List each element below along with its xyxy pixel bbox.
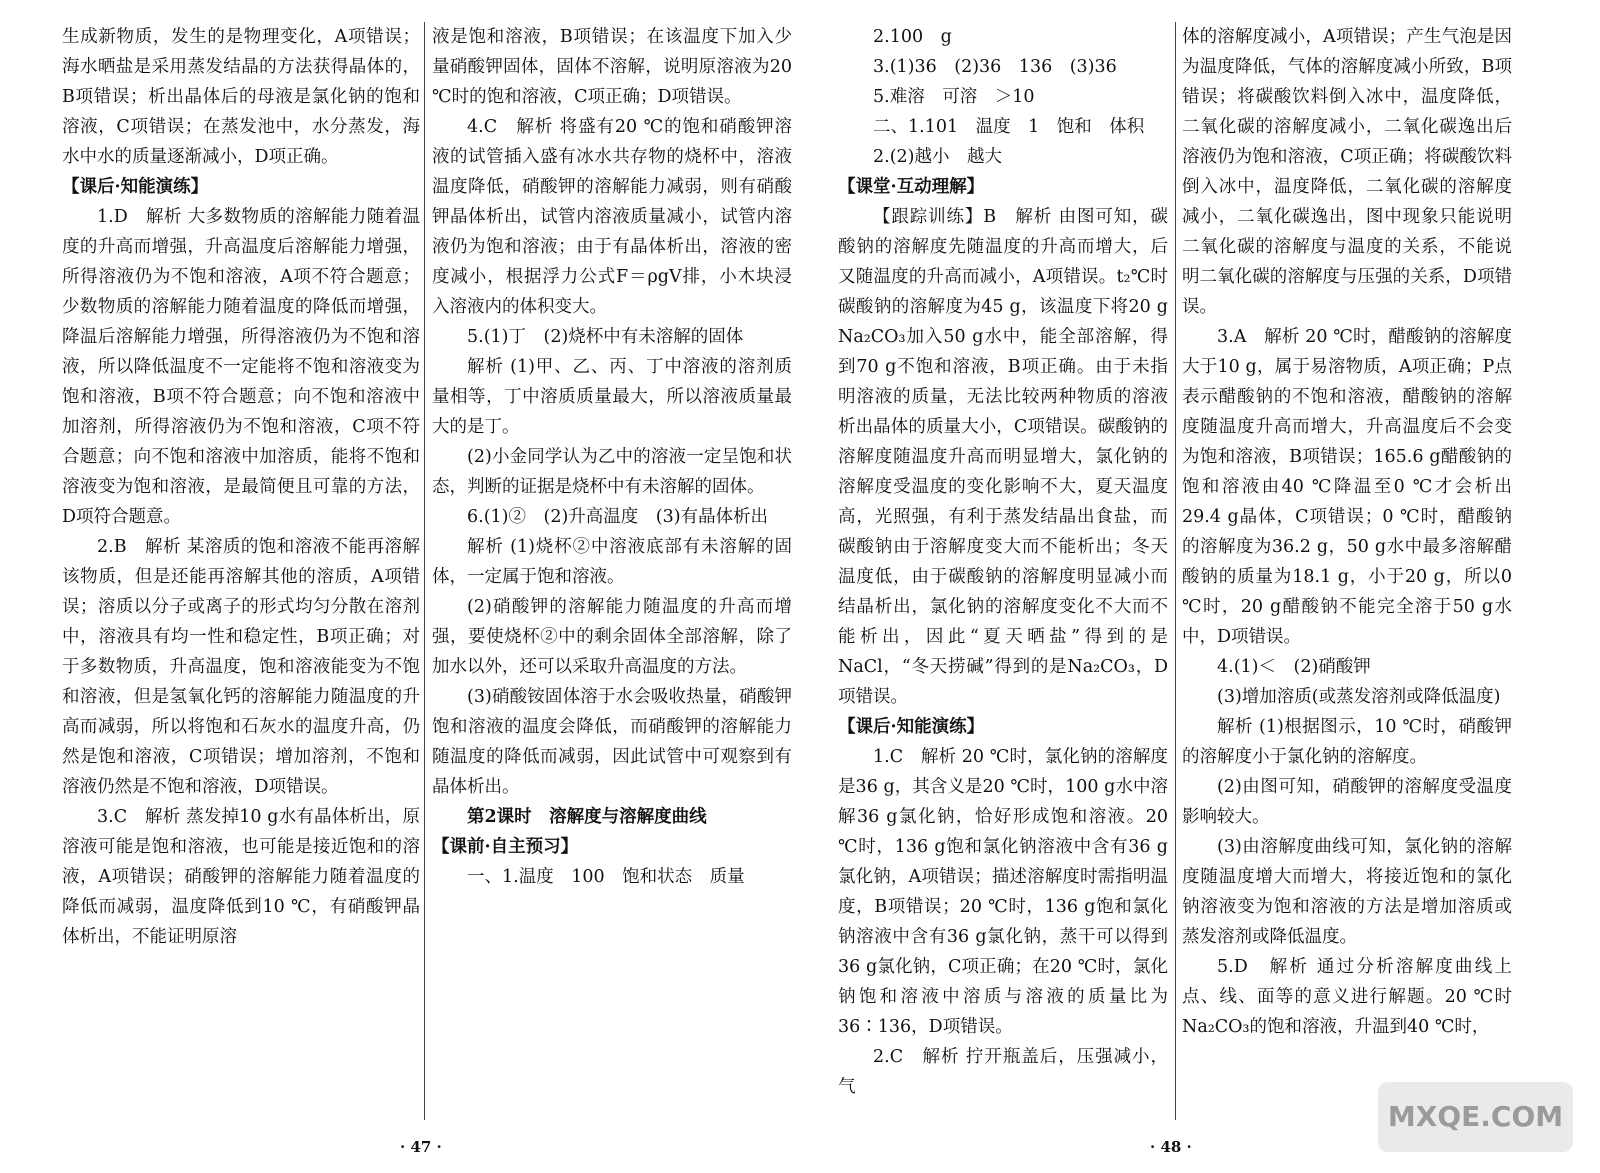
text-paragraph: 【课前·自主预习】 [432, 837, 579, 857]
text-paragraph: (2)小金同学认为乙中的溶液一定呈饱和状态，判断的证据是烧杯中有未溶解的固体。 [432, 447, 792, 497]
text-paragraph: 解析 (1)甲、乙、丙、丁中溶液的溶剂质量相等，丁中溶质质量最大，所以溶液质量最大的是丁。 [432, 357, 792, 437]
text-paragraph: 第2课时 溶解度与溶解度曲线 [467, 807, 707, 827]
text-paragraph: 3.A 解析 20 ℃时，醋酸钠的溶解度大于10 g，属于易溶物质，A项正确；P点表示醋酸钠的不饱和溶液，醋酸钠的溶解度随温度升高而增大，升高温度后不会变为饱和溶液，B项错误；165.6 g醋酸钠的饱和溶液由40 ℃降温至0 ℃才会析出29.4 g晶体，C项错误；0 ℃时，醋酸钠的溶解度为36.2 g，50 g水中最多溶解醋酸钠的质量为18.1 g，小于20 g，所以0 ℃时，20 g醋酸钠不能完全溶于50 g水中，D项错误。 [1182, 327, 1512, 647]
text-paragraph: 二、1.101 温度 1 饱和 体积 [873, 117, 1145, 137]
text-paragraph: 4.(1)＜ (2)硝酸钾 [1217, 657, 1371, 677]
text-paragraph: 体的溶解度减小，A项错误；产生气泡是因为温度降低，气体的溶解度减小所致，B项错误；将碳酸饮料倒入冰中，温度降低，二氧化碳的溶解度减小，二氧化碳逸出后溶液仍为饱和溶液，C项正确；将碳酸饮料倒入冰中，温度降低，二氧化碳的溶解度减小，二氧化碳逸出，图中现象只能说明二氧化碳的溶解度与温度的关系，不能说明二氧化碳的溶解度与压强的关系，D项错误。 [1182, 27, 1512, 317]
page-number-left: · 47 · [400, 1138, 442, 1156]
text-paragraph: 1.C 解析 20 ℃时，氯化钠的溶解度是36 g，其含义是20 ℃时，100 g水中溶解36 g氯化钠，恰好形成饱和溶液。20 ℃时，136 g饱和氯化钠溶液中含有36 g氯化钠，A项错误；描述溶解度时需指明温度，B项错误；20 ℃时，136 g饱和氯化钠溶液中含有36 g氯化钠，蒸干可以得到36 g氯化钠，C项正确；在20 ℃时，氯化钠饱和溶液中溶质与溶液的质量比为36∶136，D项错误。 [838, 747, 1168, 1037]
column-divider [1175, 22, 1176, 1120]
left-page-column-2 [432, 22, 792, 1132]
page-number-right: · 48 · [1150, 1138, 1192, 1156]
text-paragraph: 4.C 解析 将盛有20 ℃的饱和硝酸钾溶液的试管插入盛有冰水共存物的烧杯中，溶液温度降低，硝酸钾的溶解能力减弱，则有硝酸钾晶体析出，试管内溶液质量减小，试管内溶液仍为饱和溶液；由于有晶体析出，溶液的密度减小，根据浮力公式F＝ρgV排，小木块浸入溶液内的体积变大。 [432, 117, 792, 317]
text-paragraph: 2.C 解析 拧开瓶盖后，压强减小，气 [838, 1047, 1168, 1097]
text-paragraph: 【课堂·互动理解】 [838, 177, 985, 197]
column-divider [424, 22, 425, 1120]
text-paragraph: 5.难溶 可溶 ＞10 [873, 87, 1035, 107]
watermark-logo: MXQE.COM [1378, 1082, 1573, 1152]
text-paragraph: 【跟踪训练】B 解析 由图可知，碳酸钠的溶解度先随温度的升高而增大，后又随温度的升高而减小，A项错误。t₂℃时碳酸钠的溶解度为45 g，该温度下将20 g Na₂CO₃加入50 g水中，能全部溶解，得到70 g不饱和溶液，B项正确。由于未指明溶液的质量，无法比较两种物质的溶液析出晶体的质量大小，C项错误。碳酸钠的溶解度随温度升高而明显增大，氯化钠的溶解度受温度的变化影响不大，夏天温度高，光照强，有利于蒸发结晶出食盐，而碳酸钠由于溶解度变大而不能析出；冬天温度低，由于碳酸钠的溶解度明显减小而结晶析出，氯化钠的溶解度变化不大而不能析出，因此“夏天晒盐”得到的是NaCl，“冬天捞碱”得到的是Na₂CO₃，D项错误。 [838, 207, 1168, 707]
text-paragraph: (2)硝酸钾的溶解能力随温度的升高而增强，要使烧杯②中的剩余固体全部溶解，除了加水以外，还可以采取升高温度的方法。 [432, 597, 792, 677]
text-paragraph: 5.D 解析 通过分析溶解度曲线上点、线、面等的意义进行解题。20 ℃时Na₂CO₃的饱和溶液，升温到40 ℃时， [1182, 957, 1512, 1037]
text-paragraph: 2.B 解析 某溶质的饱和溶液不能再溶解该物质，但是还能再溶解其他的溶质，A项错误；溶质以分子或离子的形式均匀分散在溶剂中，溶液具有均一性和稳定性，B项正确；对于多数物质，升高温度，饱和溶液能变为不饱和溶液，但是氢氧化钙的溶解能力随温度的升高而减弱，所以将饱和石灰水的温度升高，仍然是饱和溶液，C项错误；增加溶剂，不饱和溶液仍然是不饱和溶液，D项错误。 [62, 537, 420, 797]
text-paragraph: 【课后·知能演练】 [838, 717, 985, 737]
text-paragraph: (2)由图可知，硝酸钾的溶解度受温度影响较大。 [1182, 777, 1512, 827]
text-paragraph: 一、1.温度 100 饱和状态 质量 [467, 867, 745, 887]
text-paragraph: 液是饱和溶液，B项错误；在该温度下加入少量硝酸钾固体，固体不溶解，说明原溶液为20 ℃时的饱和溶液，C项正确；D项错误。 [432, 27, 792, 107]
text-paragraph: 3.C 解析 蒸发掉10 g水有晶体析出，原溶液可能是饱和溶液，也可能是接近饱和的溶液，A项错误；硝酸钾的溶解能力随着温度的降低而减弱，温度降低到10 ℃，有硝酸钾晶体析出，不能证明原溶 [62, 807, 420, 947]
text-paragraph: (3)由溶解度曲线可知，氯化钠的溶解度随温度增大而增大，将接近饱和的氯化钠溶液变为饱和溶液的方法是增加溶质或蒸发溶剂或降低温度。 [1182, 837, 1512, 947]
text-paragraph: 生成新物质，发生的是物理变化，A项错误；海水晒盐是采用蒸发结晶的方法获得晶体的，B项错误；析出晶体后的母液是氯化钠的饱和溶液，C项错误；在蒸发池中，水分蒸发，海水中水的质量逐渐减小，D项正确。 [62, 27, 420, 167]
left-page-column-1 [62, 22, 420, 1132]
text-paragraph: 3.(1)36 (2)36 136 (3)36 [873, 57, 1117, 77]
text-paragraph: (3)增加溶质(或蒸发溶剂或降低温度) [1217, 687, 1501, 707]
right-page-column-1 [838, 22, 1168, 1132]
text-paragraph: 【课后·知能演练】 [62, 177, 209, 197]
text-paragraph: 6.(1)② (2)升高温度 (3)有晶体析出 [467, 507, 769, 527]
right-page-column-2 [1182, 22, 1512, 1132]
text-paragraph: 2.(2)越小 越大 [873, 147, 1002, 167]
text-paragraph: 解析 (1)烧杯②中溶液底部有未溶解的固体，一定属于饱和溶液。 [432, 537, 792, 587]
text-paragraph: 2.100 g [873, 27, 952, 47]
text-paragraph: 1.D 解析 大多数物质的溶解能力随着温度的升高而增强，升高温度后溶解能力增强，所得溶液仍为不饱和溶液，A项不符合题意；少数物质的溶解能力随着温度的降低而增强，降温后溶解能力增强，所得溶液仍为不饱和溶液，所以降低温度不一定能将不饱和溶液变为饱和溶液，B项不符合题意；向不饱和溶液中加溶剂，所得溶液仍为不饱和溶液，C项不符合题意；向不饱和溶液中加溶质，能将不饱和溶液变为饱和溶液，是最简便且可靠的方法，D项符合题意。 [62, 207, 420, 527]
text-paragraph: 5.(1)丁 (2)烧杯中有未溶解的固体 [467, 327, 744, 347]
text-paragraph: (3)硝酸铵固体溶于水会吸收热量，硝酸钾饱和溶液的温度会降低，而硝酸钾的溶解能力随温度的降低而减弱，因此试管中可观察到有晶体析出。 [432, 687, 792, 797]
text-paragraph: 解析 (1)根据图示，10 ℃时，硝酸钾的溶解度小于氯化钠的溶解度。 [1182, 717, 1512, 767]
